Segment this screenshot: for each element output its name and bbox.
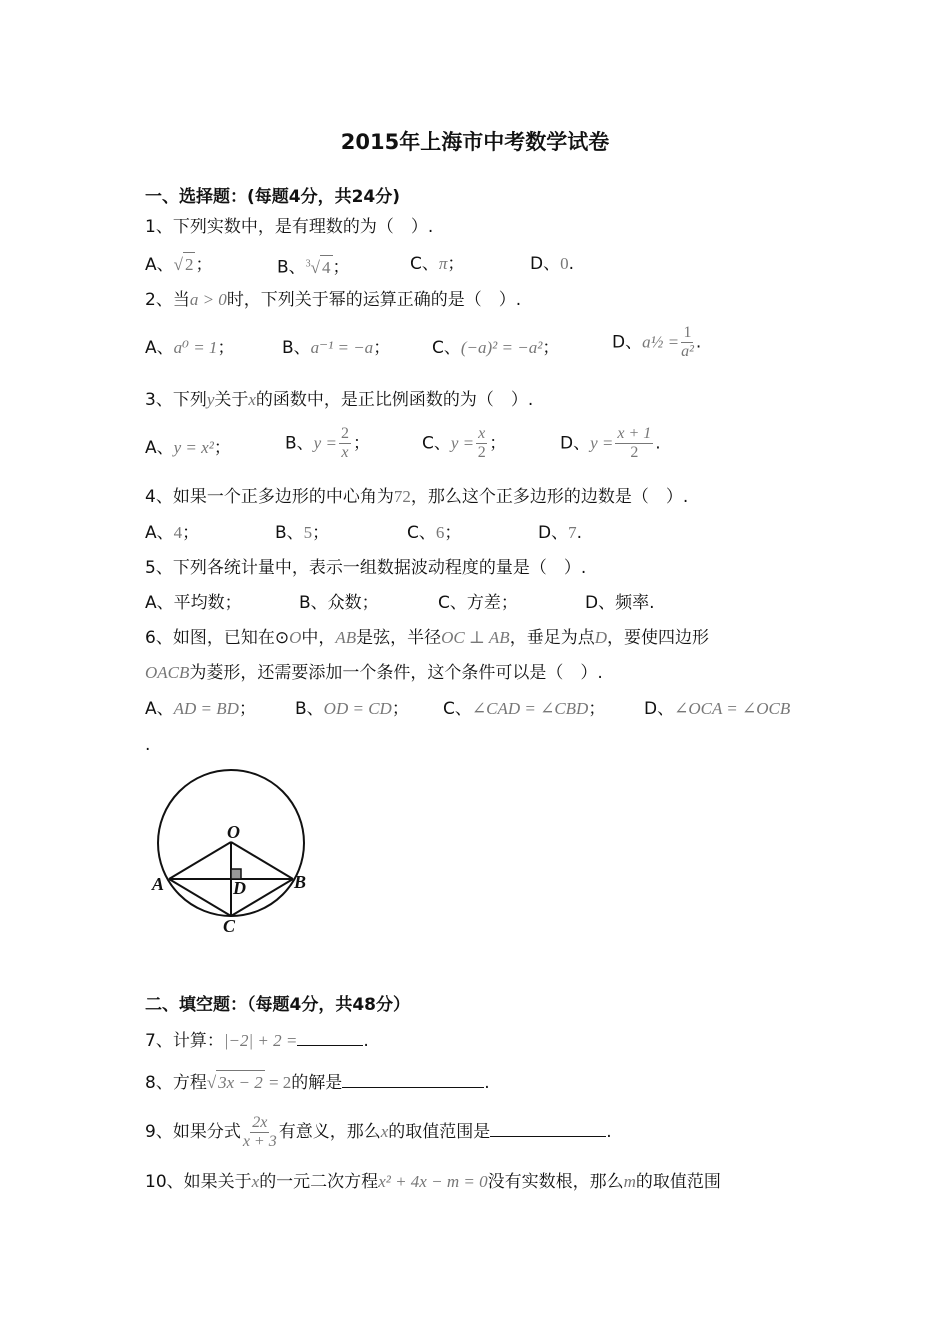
q2-option-b: B、a⁻¹ = −a； <box>282 338 391 358</box>
section-2-heading: 二、填空题：（每题4分，共48分） <box>145 995 410 1015</box>
q4-stem: 4、如果一个正多边形的中心角为72，那么这个正多边形的边数是（ ）. <box>145 487 689 507</box>
q3-stem: 3、下列y关于x的函数中，是正比例函数的为（ ）. <box>145 390 534 410</box>
q1-option-a: A、√ 2 ； <box>145 252 212 277</box>
q6-option-d: D、∠OCA = ∠OCB <box>644 699 791 719</box>
q4-option-a: A、4； <box>145 523 200 543</box>
circle-rhombus-figure <box>140 760 330 945</box>
q6-options <box>145 697 845 723</box>
q9: 9、如果分式 $\frac{2x}{x + 3}$ 有意义，那么x的取值范围是 . <box>145 1113 612 1150</box>
q2-option-a: A、a⁰ = 1； <box>145 338 235 358</box>
label-b: B <box>294 872 307 892</box>
label-d: D <box>233 878 246 898</box>
q2-option-d: D、a½ = $\frac{1}{\text{a²}}$ . <box>612 324 702 360</box>
q6-option-a: A、AD = BD； <box>145 699 256 719</box>
q3-options <box>145 425 845 471</box>
segment-ac <box>169 879 231 916</box>
label-o: O <box>227 822 240 842</box>
q1-option-b: B、$^3$√ 4 ； <box>277 252 350 280</box>
q3-option-c: C、y = $\frac{x}{2}$ ； <box>422 425 507 461</box>
q4-option-b: B、5； <box>275 523 330 543</box>
segment-oa <box>169 842 231 879</box>
q5-option-a: A、平均数； <box>145 593 242 613</box>
q6-trailing-period: . <box>145 735 151 755</box>
q3-option-b: B、y = $\frac{2}{x}$ ； <box>285 425 370 461</box>
q2-options <box>145 324 845 366</box>
q5-option-d: D、频率. <box>585 593 655 613</box>
q5-stem: 5、下列各统计量中，表示一组数据波动程度的量是（ ）. <box>145 558 587 578</box>
q6-option-b: B、OD = CD； <box>295 699 409 719</box>
q4-options <box>145 521 845 547</box>
q1-option-c: C、π； <box>410 254 465 274</box>
q6-stem-line1: 6、如图，已知在⊙O中，AB是弦，半径OC ⊥ AB，垂足为点D，要使四边形 <box>145 628 709 648</box>
q8: 8、方程√ 3x − 2 = 2的解是 . <box>145 1070 490 1095</box>
q2-option-c: C、(−a)² = −a²； <box>432 338 560 358</box>
q1-options <box>145 252 845 278</box>
q8-answer-blank[interactable] <box>342 1071 484 1088</box>
page-title: 2015年上海市中考数学试卷 <box>340 130 610 154</box>
q7-answer-blank[interactable] <box>297 1029 363 1046</box>
q3-option-d: D、y = $\frac{x + 1}{2}$ . <box>560 425 661 461</box>
q6-stem-line2: OACB为菱形，还需要添加一个条件，这个条件可以是（ ）. <box>145 663 603 683</box>
q1-option-d: D、0. <box>530 254 574 274</box>
label-c: C <box>223 916 236 936</box>
q5-option-b: B、众数； <box>299 593 379 613</box>
q5-option-c: C、方差； <box>438 593 518 613</box>
q1-stem: 1、下列实数中，是有理数的为（ ）. <box>145 217 434 237</box>
q6-option-c: C、∠CAD = ∠CBD； <box>443 699 606 719</box>
q10: 10、如果关于x的一元二次方程x² + 4x − m = 0没有实数根，那么m的取值范围 <box>145 1172 721 1192</box>
q9-answer-blank[interactable] <box>490 1120 606 1137</box>
q4-option-c: C、6； <box>407 523 462 543</box>
q4-option-d: D、7. <box>538 523 582 543</box>
q5-options <box>145 591 845 617</box>
q3-option-a: A、y = x²； <box>145 438 231 458</box>
q2-stem: 2、当a > 0时，下列关于幂的运算正确的是（ ）. <box>145 290 522 310</box>
label-a: A <box>152 874 165 894</box>
q7: 7、计算：|−2| + 2 = . <box>145 1031 369 1051</box>
section-1-heading: 一、选择题：(每题4分，共24分) <box>145 187 401 207</box>
